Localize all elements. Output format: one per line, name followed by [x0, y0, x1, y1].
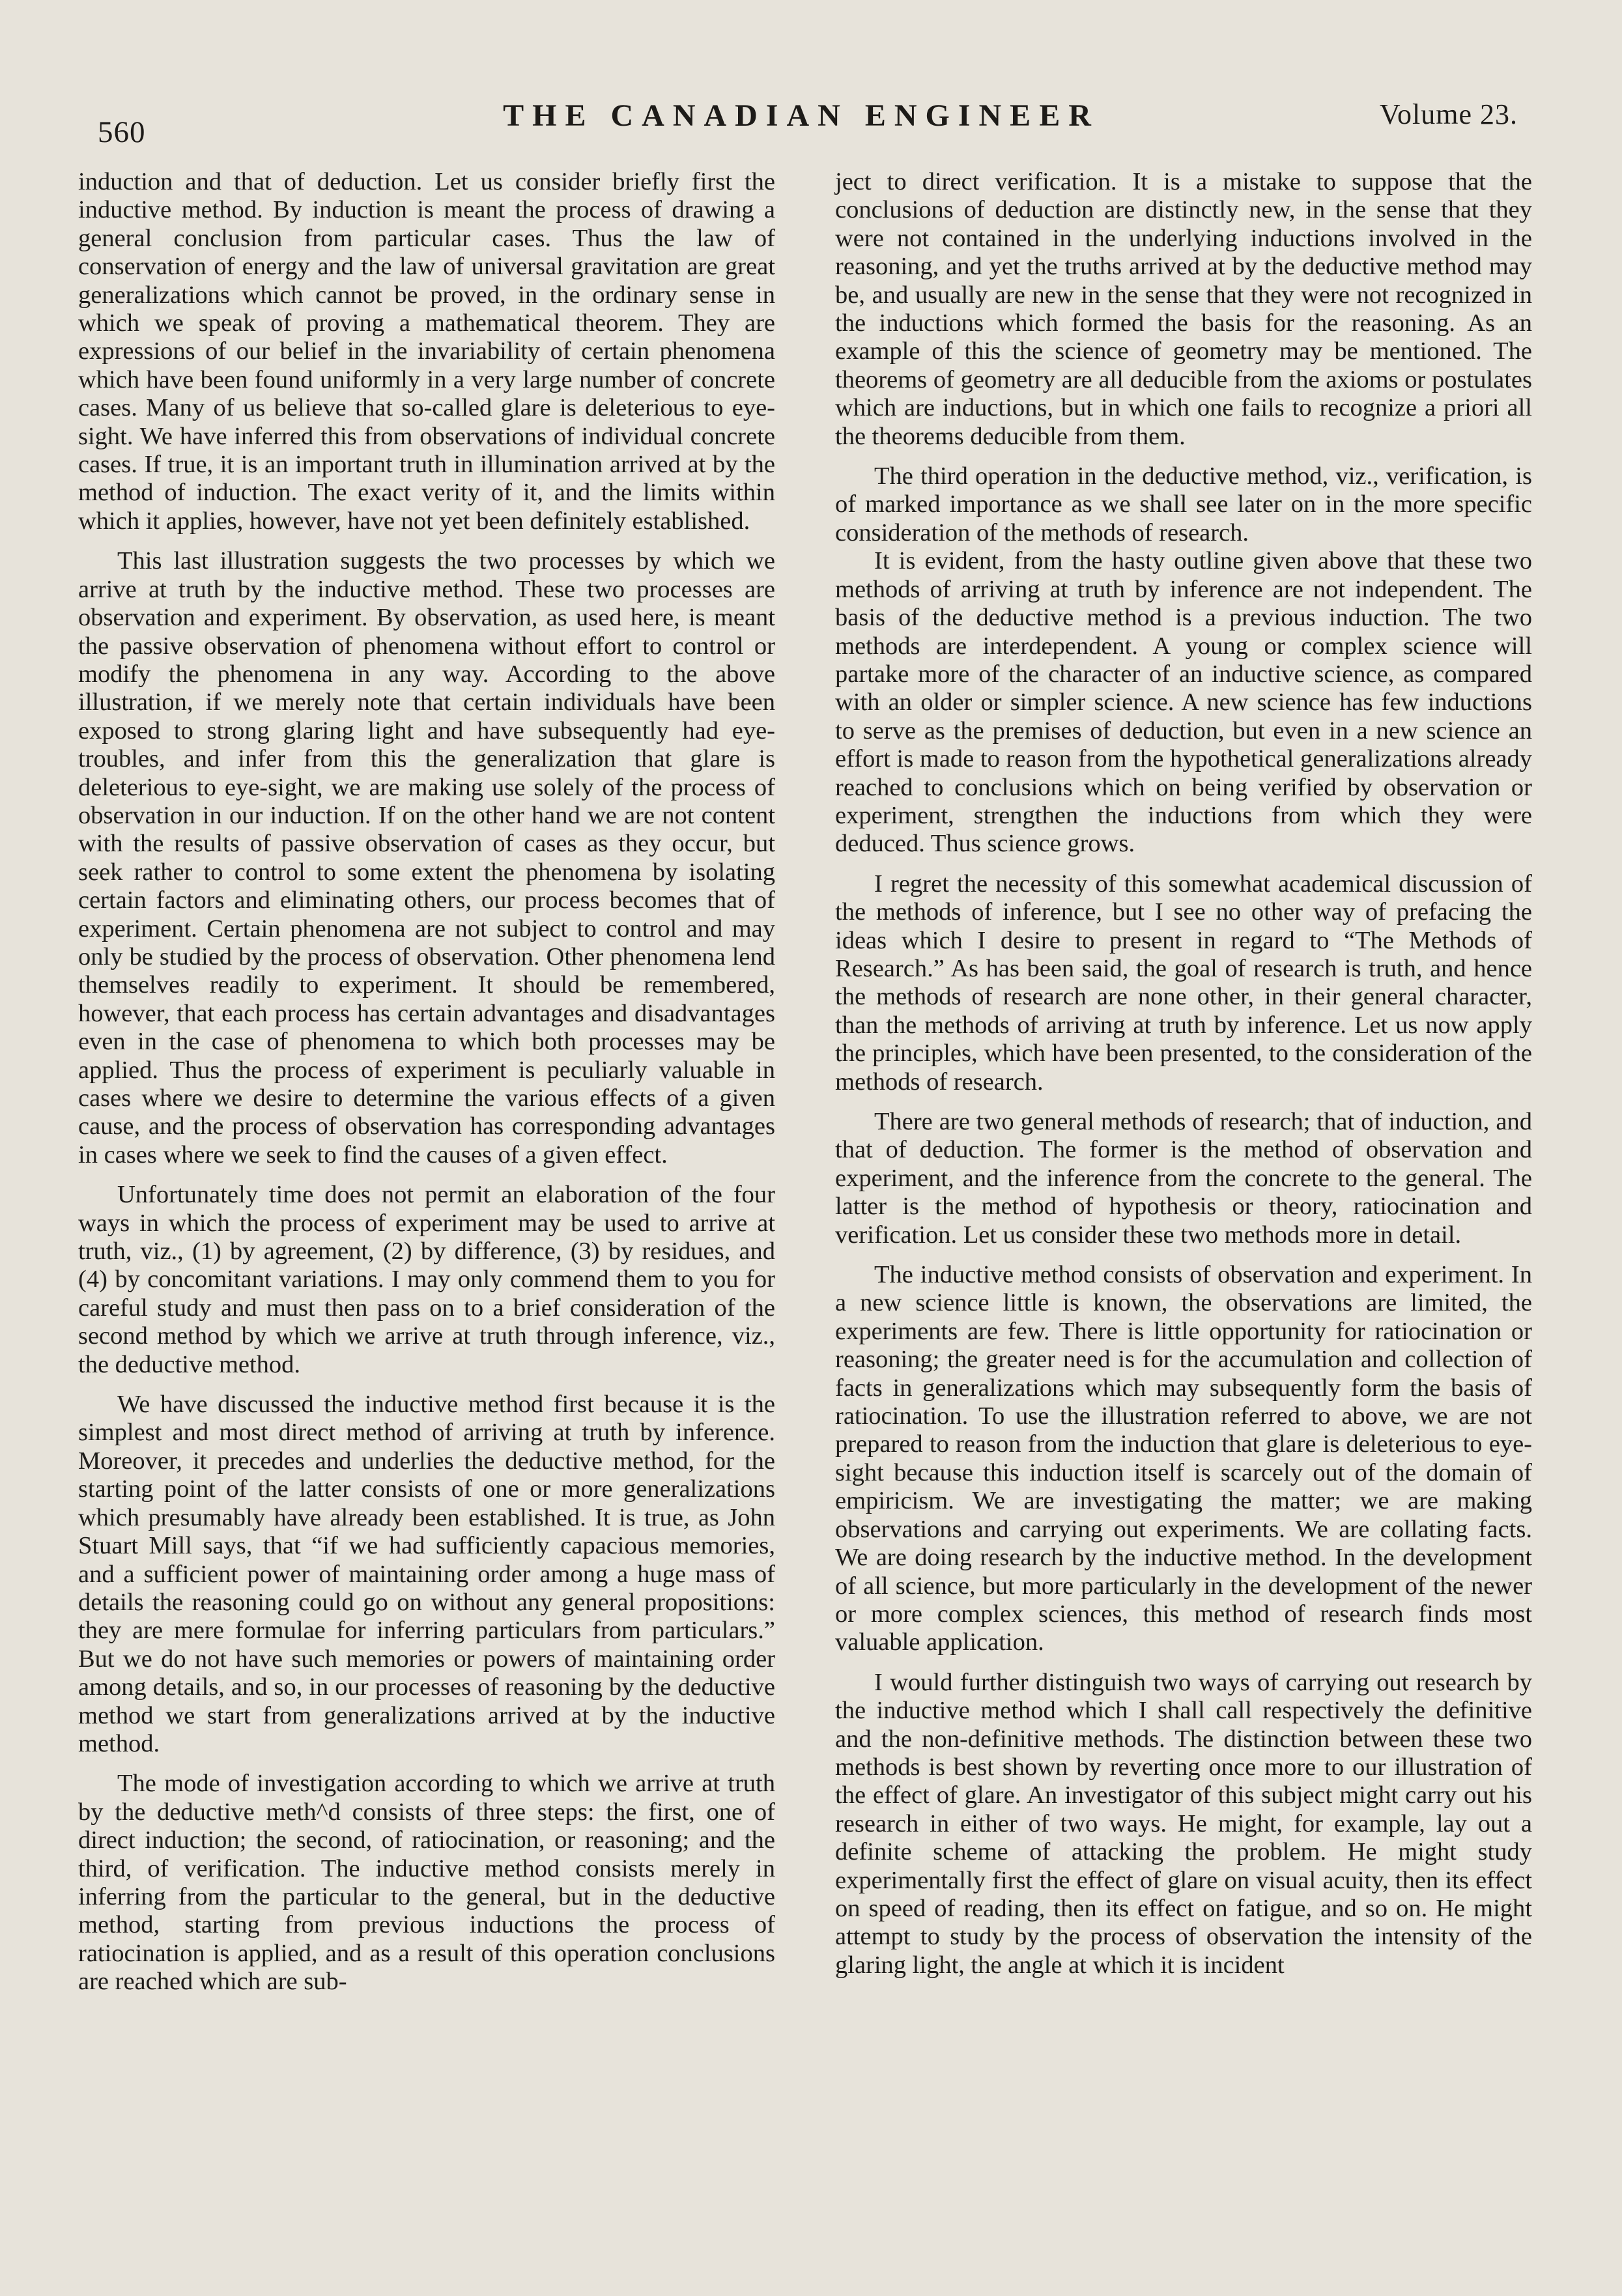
paragraph: This last illustration suggests the two processes by which we arrive at truth by the inductive method. These two processes are observation and experiment. By observation, as used here, is meant the passive observation of phenomena without effort to control or modify the phenomena in any way. According to the above illustration, if we merely note that certain individuals have been exposed to strong glaring light and have subsequently had eye-troubles, and infer from this the generalization that glare is deleterious to eye-sight, we are making use solely of the process of observation in our induction. If on the other hand we are not content with the results of passive observation of cases as they occur, but seek rather to control to some extent the phenomena by isolating certain factors and eliminating others, our process becomes that of experiment. Certain phenomena are not subject to control and may only be studied by the process of observation. Other phenomena lend themselves readily to experiment. It should be remembered, however, that each process has certain advantages and disadvantages even in the case of phenomena to which both processes may be applied. Thus the process of experiment is peculiarly valuable in cases where we desire to determine the various effects of a given cause, and the process of observation has corresponding advantages in cases where we seek to find the causes of a given effect.	[78, 547, 775, 1169]
volume-label: Volume 23.	[1379, 98, 1518, 130]
paragraph: I regret the necessity of this somewhat academical discussion of the methods of inference, but I see no other way of prefacing the ideas which I desire to present in regard to “The Methods of Research.” As has been said, the goal of research is truth, and hence the methods of research are none other, in their general character, than the methods of arriving at truth by inference. Let us now apply the principles, which have been presented, to the consideration of the methods of research.	[835, 870, 1532, 1096]
paragraph: We have discussed the inductive method first because it is the simplest and most direct method of arriving at truth by inference. Moreover, it precedes and underlies the deductive method, for the starting point of the latter consists of one or more generalizations which presumably have already been established. It is true, as John Stuart Mill says, that “if we had sufficiently capacious memories, and a sufficient power of maintaining order among a huge mass of details the reasoning could go on without any general propositions: they are mere formulae for inferring particulars from particulars.” But we do not have such memories or powers of maintaining order among details, and so, in our processes of reasoning by the deductive method we start from generalizations arrived at by the inductive method.	[78, 1391, 775, 1757]
page-header	[85, 98, 1518, 150]
paragraph: ject to direct verification. It is a mistake to suppose that the conclusions of deduction are distinctly new, in the sense that they were not contained in the underlying inductions involved in the reasoning, and yet the truths arrived at by the deductive method may be, and usually are new in the sense that they were not recognized in the inductions which formed the basis for the reasoning. As an example of this the science of geometry may be mentioned. The theorems of geometry are all deducible from the axioms or postulates which are inductions, but in which one fails to recognize a priori all the theorems deducible from them.	[835, 168, 1532, 450]
paragraph: The mode of investigation according to which we arrive at truth by the deductive meth^d consists of three steps: the first, one of direct induction; the second, of ratiocination, or reasoning; and the third, of verification. The inductive method consists merely in inferring from the particular to the general, but in the deductive method, starting from previous inductions the process of ratiocination is applied, and as a result of this operation conclusions are reached which are sub-	[78, 1770, 775, 1996]
paragraph: It is evident, from the hasty outline given above that these two methods of arriving at truth by inference are not independent. The basis of the deductive method is a previous induction. The two methods are interdependent. A young or complex science will partake more of the character of an inductive science, as compared with an older or simpler science. A new science has few inductions to serve as the premises of deduction, but even in a new science an effort is made to reason from the hypothetical generalizations already reached to conclusions which on being verified by observation or experiment, strengthen the inductions from which they were deduced. Thus science grows.	[835, 547, 1532, 858]
paragraph: induction and that of deduction. Let us consider briefly first the inductive method. By induction is meant the process of drawing a general conclusion from particular cases. Thus the law of conservation of energy and the law of universal gravitation are great generalizations which cannot be proved, in the ordinary sense in which we speak of proving a mathematical theorem. They are expressions of our belief in the invariability of certain phenomena which have been found uniformly in a very large number of concrete cases. Many of us believe that so-called glare is deleterious to eye-sight. We have inferred this from observations of individual concrete cases. If true, it is an important truth in illumination arrived at by the method of induction. The exact verity of it, and the limits within which it applies, however, have not yet been definitely established.	[78, 168, 775, 535]
left-column	[78, 168, 775, 1996]
right-column	[835, 168, 1532, 1979]
paragraph: There are two general methods of research; that of induction, and that of deduction. The former is the method of observation and experiment, and the inference from the concrete to the general. The latter is the method of hypothesis or theory, ratiocination and verification. Let us consider these two methods more in detail.	[835, 1108, 1532, 1249]
page-number: 560	[98, 115, 146, 149]
paragraph: I would further distinguish two ways of carrying out research by the inductive method which I shall call respectively the definitive and the non-definitive methods. The distinction between these two methods is best shown by reverting once more to our illustration of the effect of glare. An investigator of this subject might carry out his research in either of two ways. He might, for example, lay out a definite scheme of attacking the problem. He might study experimentally first the effect of glare on visual acuity, then its effect on speed of reading, then its effect on fatigue, and so on. He might attempt to study by the process of observation the intensity of the glaring light, the angle at which it is incident	[835, 1668, 1532, 1979]
paragraph: The inductive method consists of observation and experiment. In a new science little is known, the observations are limited, the experiments are few. There is little opportunity for ratiocination or reasoning; the greater need is for the accumulation and collection of facts in generalizations which may subsequently form the basis of ratiocination. To use the illustration referred to above, we are not prepared to reason from the induction that glare is deleterious to eye-sight because this induction itself is scarcely out of the domain of empiricism. We are investigating the matter; we are making observations and carrying out experiments. We are collating facts. We are doing research by the inductive method. In the development of all science, but more particularly in the development of the newer or more complex sciences, this method of research finds most valuable application.	[835, 1261, 1532, 1656]
journal-title: THE CANADIAN ENGINEER	[503, 98, 1100, 133]
paragraph: The third operation in the deductive method, viz., verification, is of marked importance as we shall see later on in the more specific consideration of the methods of research.	[835, 462, 1532, 546]
paragraph: Unfortunately time does not permit an elaboration of the four ways in which the process of experiment may be used to arrive at truth, viz., (1) by agreement, (2) by difference, (3) by residues, and (4) by concomitant variations. I may only commend them to you for careful study and must then pass on to a brief consideration of the second method by which we arrive at truth through inference, viz., the deductive method.	[78, 1181, 775, 1378]
